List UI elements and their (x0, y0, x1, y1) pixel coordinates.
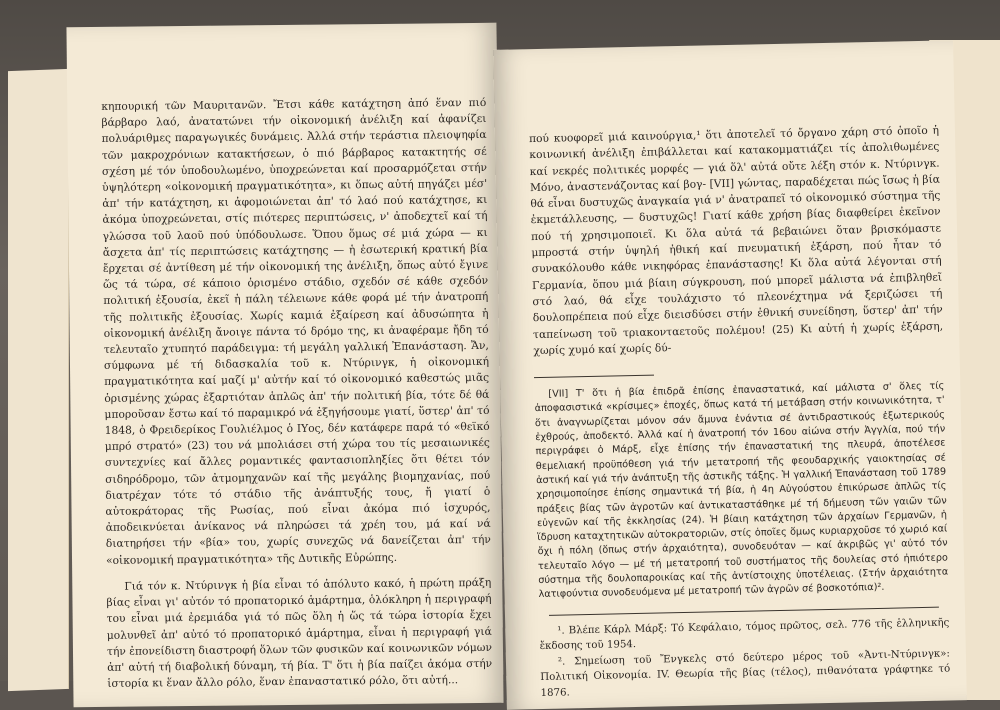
left-paragraph-2: Γιά τόν κ. Ντύρινγκ ἡ βία εἶναι τό ἀπόλυτο κακό, ἡ πρώτη πράξη βίας εἶναι γι' αὐτόν τό προπατορικό ἁμάρτημα, ὁλόκληρη ἡ περιγραφή του εἶναι μιά ἐρεμιάδα γιά τό πῶς ὅλη ἡ ὥς τά τώρα ἱστορία ἔχει μολυνθεῖ ἀπ' αὐτό τό προπατορικό ἁμάρτημα, εἶναι ἡ περιγραφή γιά τήν ἐπονείδιστη διαστροφή ὅλων τῶν φυσικῶν καί κοινωνικῶν νόμων ἀπ' αὐτή τή διαβολική δύναμη, τή βία. Τ' ὅτι ἡ βία παίζει ἀκόμα στήν ἱστορία κι ἕναν ἄλλο ρόλο, ἕναν ἐπαναστατικό ρόλο, ὅτι αὐτή... (106, 575, 493, 690)
right-page-text (529, 123, 951, 702)
footnote-2: ². Σημείωση τοῦ Ἔνγκελς στό δεύτερο μέρος τοῦ «Ἀντι-Ντύρινγκ»: Πολιτική Οἰκονομία. IV. Θεωρία τῆς βίας (τέλος), πιθανότατα γράφτηκε τό 1876. (540, 648, 951, 699)
book-edge-left (8, 69, 69, 691)
note-divider (534, 375, 654, 379)
left-page-text (101, 95, 492, 692)
footnote-divider (549, 606, 939, 615)
left-page (66, 23, 503, 707)
right-page (493, 40, 967, 709)
editor-note: [VII] Τ' ὅτι ἡ βία ἐπιδρᾶ ἐπίσης ἐπαναστατικά, καί μάλιστα σ' ὅλες τίς ἀποφασιστικά «κρίσιμες» ἐποχές, ὅπως κατά τή μετάβαση στήν κοινωνικότητα, τ' ὅτι ἀναγνωρίζεται μόνον σάν ἄμυνα ἐνάντια σέ ἀντιδραστικούς ἐξωτερικούς ἐχθρούς, ἀποδεκτό. Ἀλλά καί ἡ ἀνατροπή τόν 16ου αἰώνα στήν Ἀγγλία, πού τήν περιγράφει ὁ Μάρξ, εἶχε ἐπίσης τήν ἐπαναστατική της πλευρά, ἀποτέλεσε θεμελιακή προϋπόθεση γιά τήν μετατροπή τῆς φεουδαρχικής γαιοκτησίας σέ ἀστική καί γιά τήν ἀνάπτυξη τῆς ἀστικῆς τάξης. Ἡ γαλλική Ἐπανάσταση τοῦ 1789 χρησιμοποίησε ἐπίσης σημαντικά τή βία, ἡ 4η Αὐγούστου ἐπικύρωσε ἁπλῶς τίς πράξεις βίας τῶν ἀγροτῶν καί ἀντικαταστάθηκε μέ τή δήμευση τῶν γαιῶν τῶν εὐγενῶν καί τῆς ἐκκλησίας (24). Ἡ βίαιη κατάχτηση τῶν ἀρχαίων Γερμανῶν, ἡ ἵδρυση καταχτητικῶν αὐτοκρατοριῶν, στίς ὁποῖες ὅμως κυριαρχοῦσε τό χωριό καί ὄχι ἡ πόλη (ὅπως στήν ἀρχαιότητα), συνοδευόταν — καί ἀκριβῶς γι' αὐτό τόν τελευταῖο λόγο — μέ τή μετατροπή τοῦ συστήματος τῆς δουλείας στό ἠπιότερο σύστημα τῆς δουλοπαροικίας καί τῆς ἀντίστοιχης ὑποτέλειας. (Στήν ἀρχαιότητα λατιφούντια συνοδευόμενα μέ μετατροπή τῶν ἀγρῶν σέ βοσκοτόπια)². (534, 380, 949, 601)
footnotes (539, 615, 951, 701)
left-paragraph-1: κηπουρική τῶν Μαυριτανῶν. Ἔτσι κάθε κατάχτηση ἀπό ἕναν πιό βάρβαρο λαό, ἀνατατώνει τήν οἰκονομική ἀνέλιξη καί ἀφανίζει πολυάριθμες παραγωγικές δυνάμεις. Ἀλλά στήν τεράστια πλειοψηφία τῶν μακροχρόνιων κατακτήσεων, ὁ πιό βάρβαρος κατακτητής σέ σχέση μέ τόν ὑποδουλωμένο, ὑποχρεώνεται καί προσαρμόζεται στήν ὑψηλότερη «οἰκονομική πραγματικότητα», κι ὅπως αὐτή πηγάζει μέσ' ἀπ' τήν κατάχτηση, κι ἀφομοιώνεται ἀπ' τό λαό πού κατάχτησε, κι ἀκόμα ὑποχρεώνεται, στίς πιότερες περιπτώσεις, ν' ἀποδεχτεῖ καί τή γλώσσα τοῦ λαοῦ πού ὑπόδουλωσε. Ὅπου ὅμως σέ μιά χώρα — κι ἄσχετα ἀπ' τίς περιπτώσεις κατάχτησης — ἡ ἐσωτερική κρατική βία ἔρχεται σέ ἀντίθεση μέ τήν οἰκονομική της ἀνέλιξη, ὅπως αὐτό ἔγινε ὥς τά τώρα, σέ κάποιο ὁρισμένο στάδιο, σχεδόν σέ κάθε σχεδόν πολιτική ἐξουσία, ἐκεῖ ἡ πάλη τέλειωνε κάθε φορά μέ τήν ἀνατροπή τῆς πολιτικῆς ἐξουσίας. Χωρίς καμιά ἐξαίρεση καί ἀδυσώπητα ἡ οἰκονομική ἀνέλιξη ἄνοιγε πάντα τό δρόμο της, κι ἀναφέραμε ἤδη τό τελευταῖο χτυπητό παράδειγμα: τή μεγάλη γαλλική Ἐπανάσταση. Ἄν, σύμφωνα μέ τή διδασκαλία τοῦ κ. Ντύρινγκ, ἡ οἰκονομική πραγματικότητα καί μαζί μ' αὐτήν καί τό οἰκονομικό καθεστώς μιᾶς ὁρισμένης χώρας ἐξαρτιόταν ἁπλῶς ἀπ' τήν πολιτική βία, τότε δέ θά μποροῦσαν ἔστω καί τό παραμικρό νά ἐξηγήσουμε γιατί, ὕστερ' ἀπ' τό 1848, ὁ Φρειδερίκος Γουλιέλμος ὁ ΙΥος, δέν κατάφερε παρά τό «θεϊκό μπρό στρατό» (23) του νά μπολιάσει στή χώρα του τίς μεσαιωνικές συντεχνίες καί ἄλλες ρομαντικές φαντασιοπληξίες ὅτι θέτει τόν σιδηρόδρομο, τῶν ἀτμομηχανῶν καί τῆς μεγάλης βιομηχανίας, πού διατρέχαν τότε τό στάδιο τῆς ἀνάπτυξής τους, ἤ γιατί ὁ αὐτοκράτορας τῆς Ρωσίας, πού εἶναι ἀκόμα πιό ἰσχυρός, ἀποδεικνύεται ἀνίκανος νά πληρώσει τά χρέη του, μά καί νά διατηρήσει τήν «βία» του, χωρίς συνεχῶς νά δανείζεται ἀπ' τήν «οἰκονομική πραγματικότητα» τῆς Δυτικῆς Εὐρώπης. (101, 95, 491, 567)
footnote-1: ¹. Βλέπε Κάρλ Μάρξ: Τό Κεφάλαιο, τόμος πρῶτος, σελ. 776 τῆς ἑλληνικῆς ἔκδοσης τοῦ 1954. (539, 617, 950, 653)
right-main-text: πού κυοφορεῖ μιά καινούργια,¹ ὅτι ἀποτελεῖ τό ὄργανο χάρη στό ὁποῖο ἡ κοινωνική ἀνέλιξη ἐπιβάλλεται καί κατακομματιάζει τίς ἀπολιθωμένες καί νεκρές πολιτικές μορφές — γιά ὅλ' αὐτά οὔτε λέξη στόν κ. Ντύρινγκ. Μόνο, ἀναστενάζοντας καί βογ- [VII] γώντας, παραδέχεται πώς ἴσως ἡ βία θά εἶναι δυστυχῶς ἀναγκαία γιά ν' ἀνατραπεῖ τό οἰκονομικό σύστημα τῆς ἐκμετάλλευσης, — δυστυχῶς! Γιατί κάθε χρήση βίας διαφθείρει ἐκεῖνον πού τή χρησιμοποιεῖ. Κι ὅλα αὐτά τά βεβαιώνει ὅταν βρισκόμαστε μπροστά στήν ὑψηλή ἠθική καί πνευματική ἐξάρση, πού ἦταν τό συνακόλουθο κάθε νικηφόρας ἐπανάστασης! Κι ὅλα αὐτά λέγονται στή Γερμανία, ὅπου μιά βίαιη σύγκρουση, πού μπορεῖ μάλιστα νά ἐπιβληθεῖ στό λαό, θά εἶχε τουλάχιστο τό πλεονέχτημα νά ξεριζώσει τή δουλοπρέπεια πού εἶχε διεισδύσει στήν ἐθνική συνείδηση, ὕστερ' ἀπ' τήν ταπείνωση τοῦ τριακονταετοῦς πολέμου! (25) Κι αὐτή ἡ χωρίς ἐξάρση, χωρίς χυμό καί χωρίς δύ- (528, 123, 944, 357)
